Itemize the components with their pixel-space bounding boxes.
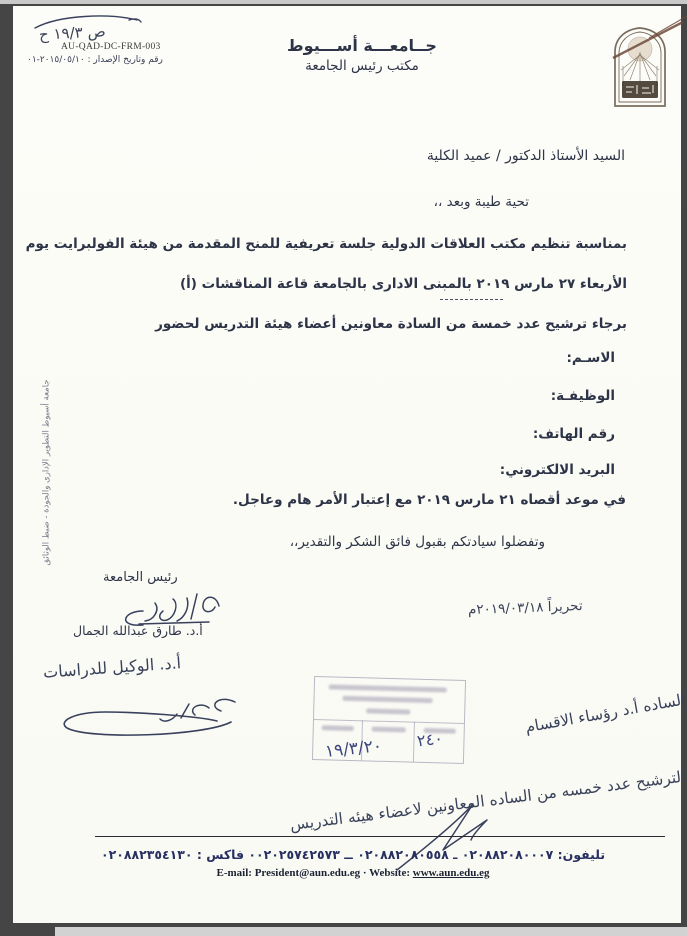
greeting: تحية طيبة وبعد ،، [433,194,529,210]
website-label: Website: [369,867,411,879]
field-phone: رقم الهاتف: [532,426,615,442]
issue-info: رقم وتاريخ الإصدار : ٢٠١٥/٠٥/١٠-٠١ [27,55,163,65]
signer-name: أ.د. طارق عبدالله الجمال [73,623,203,638]
left-handwritten-note: أ.د. الوكيل للدراسات [42,653,182,682]
right-handwritten-note: الساده أ.د رؤساء الاقسام [523,690,687,737]
university-name: جــامعـــة أســـيوط [287,36,437,55]
side-vertical-text: جامعة أسيوط التطوير الإدارى والجودة - ضبط الوثائق [41,379,52,566]
bottom-handwritten-note: لترشيح عدد خمسه من الساده المعاونين لاعضاء هيئه التدريس [288,768,683,834]
handwritten-routing-text: ص ١٩/٣ ح [38,22,107,44]
stamp-handwritten-number: ٢٤٠ [415,728,444,751]
body-line-1: بمناسبة تنظيم مكتب العلاقات الدولية جلسة تعريفية للمنح المقدمة من هيئة الفولبرايت يوم [25,236,627,252]
university-logo [589,16,687,112]
signer-title: رئيس الجامعة [103,570,178,585]
email-value: President@aun.edu.eg [254,867,361,879]
field-name: الاسـم: [566,350,615,366]
scan-edge-top [0,0,687,4]
letterhead [257,36,467,74]
footer-contact-line [53,867,653,879]
left-signature [51,688,246,740]
email-label: E-mail: [216,867,252,879]
footer-rule [95,836,665,837]
deadline-line: في موعد أقصاه ٢١ مارس ٢٠١٩ مع إعتبار الأمر هام وعاجل. [232,492,626,508]
contact-separator: · [362,867,367,879]
stamp-handwritten-date: ١٩/٣/٢٠ [324,736,383,762]
body-line-2: الأربعاء ٢٧ مارس ٢٠١٩ بالمبنى الادارى بالجامعة قاعة المناقشات (أ) [179,276,627,292]
salutation: السيد الأستاذ الدكتور / عميد الكلية [426,148,625,164]
scan-edge-bottom [55,927,687,936]
field-job: الوظيفـة: [550,388,615,404]
office-name: مكتب رئيس الجامعة [305,58,419,74]
footer-phone-line: تليفون: ٠٢٠٨٨٢٠٨٠٠٠٧ ـ ٠٢٠٨٨٢٠٨٠٥٥٨ ــ ٠٠٢٠٢٥٧٤٢٥٧٣ فاكس : ٠٢٠٨٨٢٣٥٤١٣٠ [100,847,606,862]
dashed-underline [440,299,503,300]
date-line: تحريراً ٢٠١٩/٠٣/١٨م [467,598,583,618]
body-line-3: برجاء ترشيح عدد خمسة من السادة معاونين أعضاء هيئة التدريس لحضور [155,316,627,332]
closing-line: وتفضلوا سيادتكم بقبول فائق الشكر والتقدير،، [289,534,545,550]
field-email: البريد الالكتروني: [499,462,615,478]
website-value: www.aun.edu.eg [412,867,490,879]
form-code: AU-QAD-DC-FRM-003 [61,42,161,52]
letter-page [13,6,687,923]
